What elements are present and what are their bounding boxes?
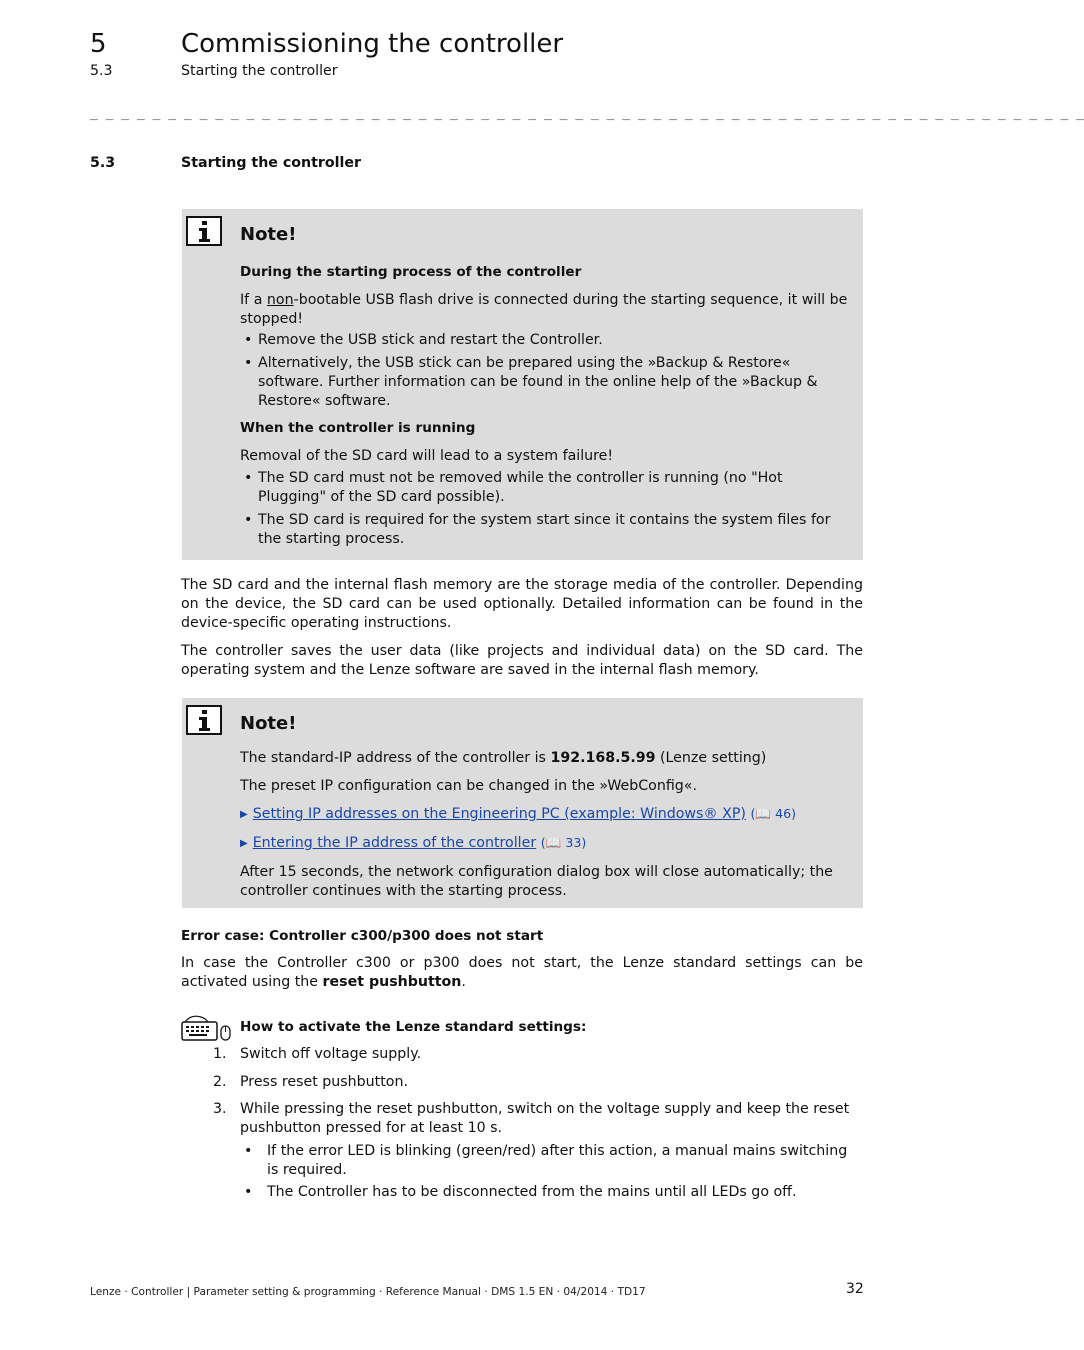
- chapter-title: Commissioning the controller: [181, 29, 564, 59]
- section-title: Starting the controller: [181, 63, 338, 79]
- list-item: • If the error LED is blinking (green/red) after this action, a manual mains switching is required.: [240, 1142, 853, 1180]
- footer-text: Lenze · Controller | Parameter setting & programming · Reference Manual · DMS 1.5 EN · 04/2014 · TD17: [90, 1286, 646, 1298]
- info-icon: [186, 705, 222, 735]
- page-number: 32: [846, 1281, 864, 1297]
- book-icon: 📖: [755, 806, 772, 821]
- list-item: • The SD card must not be removed while the controller is running (no "Hot Plugging" of the SD card possible).: [240, 469, 850, 507]
- note-subheading: During the starting process of the controller: [240, 264, 582, 280]
- list-item: • Remove the USB stick and restart the Controller.: [240, 331, 850, 350]
- howto-heading: How to activate the Lenze standard settings:: [240, 1019, 587, 1035]
- chapter-number: 5: [90, 29, 107, 59]
- header-separator: _ _ _ _ _ _ _ _ _ _ _ _ _ _ _ _ _ _ _ _ _ _ _ _ _ _ _ _ _ _ _ _ _ _ _ _ _ _ _ _ _ _ _ _ _ _ _ _ _ _ _ _ _ _ _ _ _ _ _ _ _ _ _ _: [90, 106, 1084, 121]
- keyboard-mouse-icon: [181, 1012, 233, 1042]
- body-paragraph: In case the Controller c300 or p300 does not start, the Lenze standard settings can be activated using the reset pushbutton.: [181, 955, 863, 990]
- note-paragraph: The preset IP configuration can be changed in the »WebConfig«.: [240, 778, 697, 794]
- note-paragraph: If a non-bootable USB flash drive is connected during the starting sequence, it will be stopped!: [240, 292, 848, 327]
- step-item: 2. Press reset pushbutton.: [213, 1074, 408, 1090]
- link-entering-ip-address[interactable]: Entering the IP address of the controller: [252, 835, 537, 851]
- note-paragraph: Removal of the SD card will lead to a system failure!: [240, 448, 614, 464]
- body-paragraph: The SD card and the internal flash memory are the storage media of the controller. Depending on the device, the SD card can be used optionally. Detailed information can be found in the device-specific operating instructions.: [181, 577, 863, 631]
- link-row: [240, 804, 850, 825]
- ip-paragraph: The standard-IP address of the controller is 192.168.5.99 (Lenze setting): [240, 750, 767, 766]
- book-icon: 📖: [545, 835, 562, 850]
- heading-title: Starting the controller: [181, 155, 361, 171]
- bullet-list: [240, 469, 850, 549]
- note-title: Note!: [240, 224, 297, 245]
- bullet-list: [240, 331, 850, 411]
- page-ref[interactable]: (📖 46): [750, 806, 797, 821]
- note-box-ip: [182, 698, 863, 908]
- list-item: • Alternatively, the USB stick can be prepared using the »Backup & Restore« software. Further information can be found in the online help of the »Backup & Restore« software.: [240, 354, 850, 411]
- bullet-list: [240, 1142, 853, 1202]
- heading-number: 5.3: [90, 155, 116, 171]
- note-box-starting: [182, 209, 863, 560]
- note-title: Note!: [240, 713, 297, 734]
- info-icon: [186, 216, 222, 246]
- note-body: [240, 749, 850, 901]
- body-paragraph: The controller saves the user data (like projects and individual data) on the SD card. The operating system and the Lenze software are saved in the internal flash memory.: [181, 643, 863, 678]
- list-item: • The Controller has to be disconnected from the mains until all LEDs go off.: [240, 1183, 853, 1202]
- note-subheading: When the controller is running: [240, 420, 476, 436]
- note-body: [240, 263, 850, 549]
- note-paragraph: After 15 seconds, the network configuration dialog box will close automatically; the controller continues with the starting process.: [240, 864, 833, 899]
- page-ref[interactable]: (📖 33): [540, 835, 587, 850]
- section-number: 5.3: [90, 63, 113, 79]
- step-item: 3. While pressing the reset pushbutton, switch on the voltage supply and keep the reset pushbutton pressed for at least 10 s. • If the error LED is blinking (green/red) after this action, a manual mains switching is required. • The Controller has to be disconnected from the mains until all LEDs go off.: [213, 1100, 853, 1202]
- arrow-right-icon: ▶: [240, 809, 248, 820]
- step-item: 1. Switch off voltage supply.: [213, 1046, 422, 1062]
- link-row: [240, 833, 850, 854]
- error-case-heading: Error case: Controller c300/p300 does not start: [181, 928, 544, 944]
- steps-list: [213, 1045, 853, 1202]
- arrow-right-icon: ▶: [240, 838, 248, 849]
- list-item: • The SD card is required for the system start since it contains the system files for the starting process.: [240, 511, 850, 549]
- ip-address: 192.168.5.99: [550, 750, 656, 766]
- link-setting-ip-addresses[interactable]: Setting IP addresses on the Engineering PC (example: Windows® XP): [252, 806, 746, 822]
